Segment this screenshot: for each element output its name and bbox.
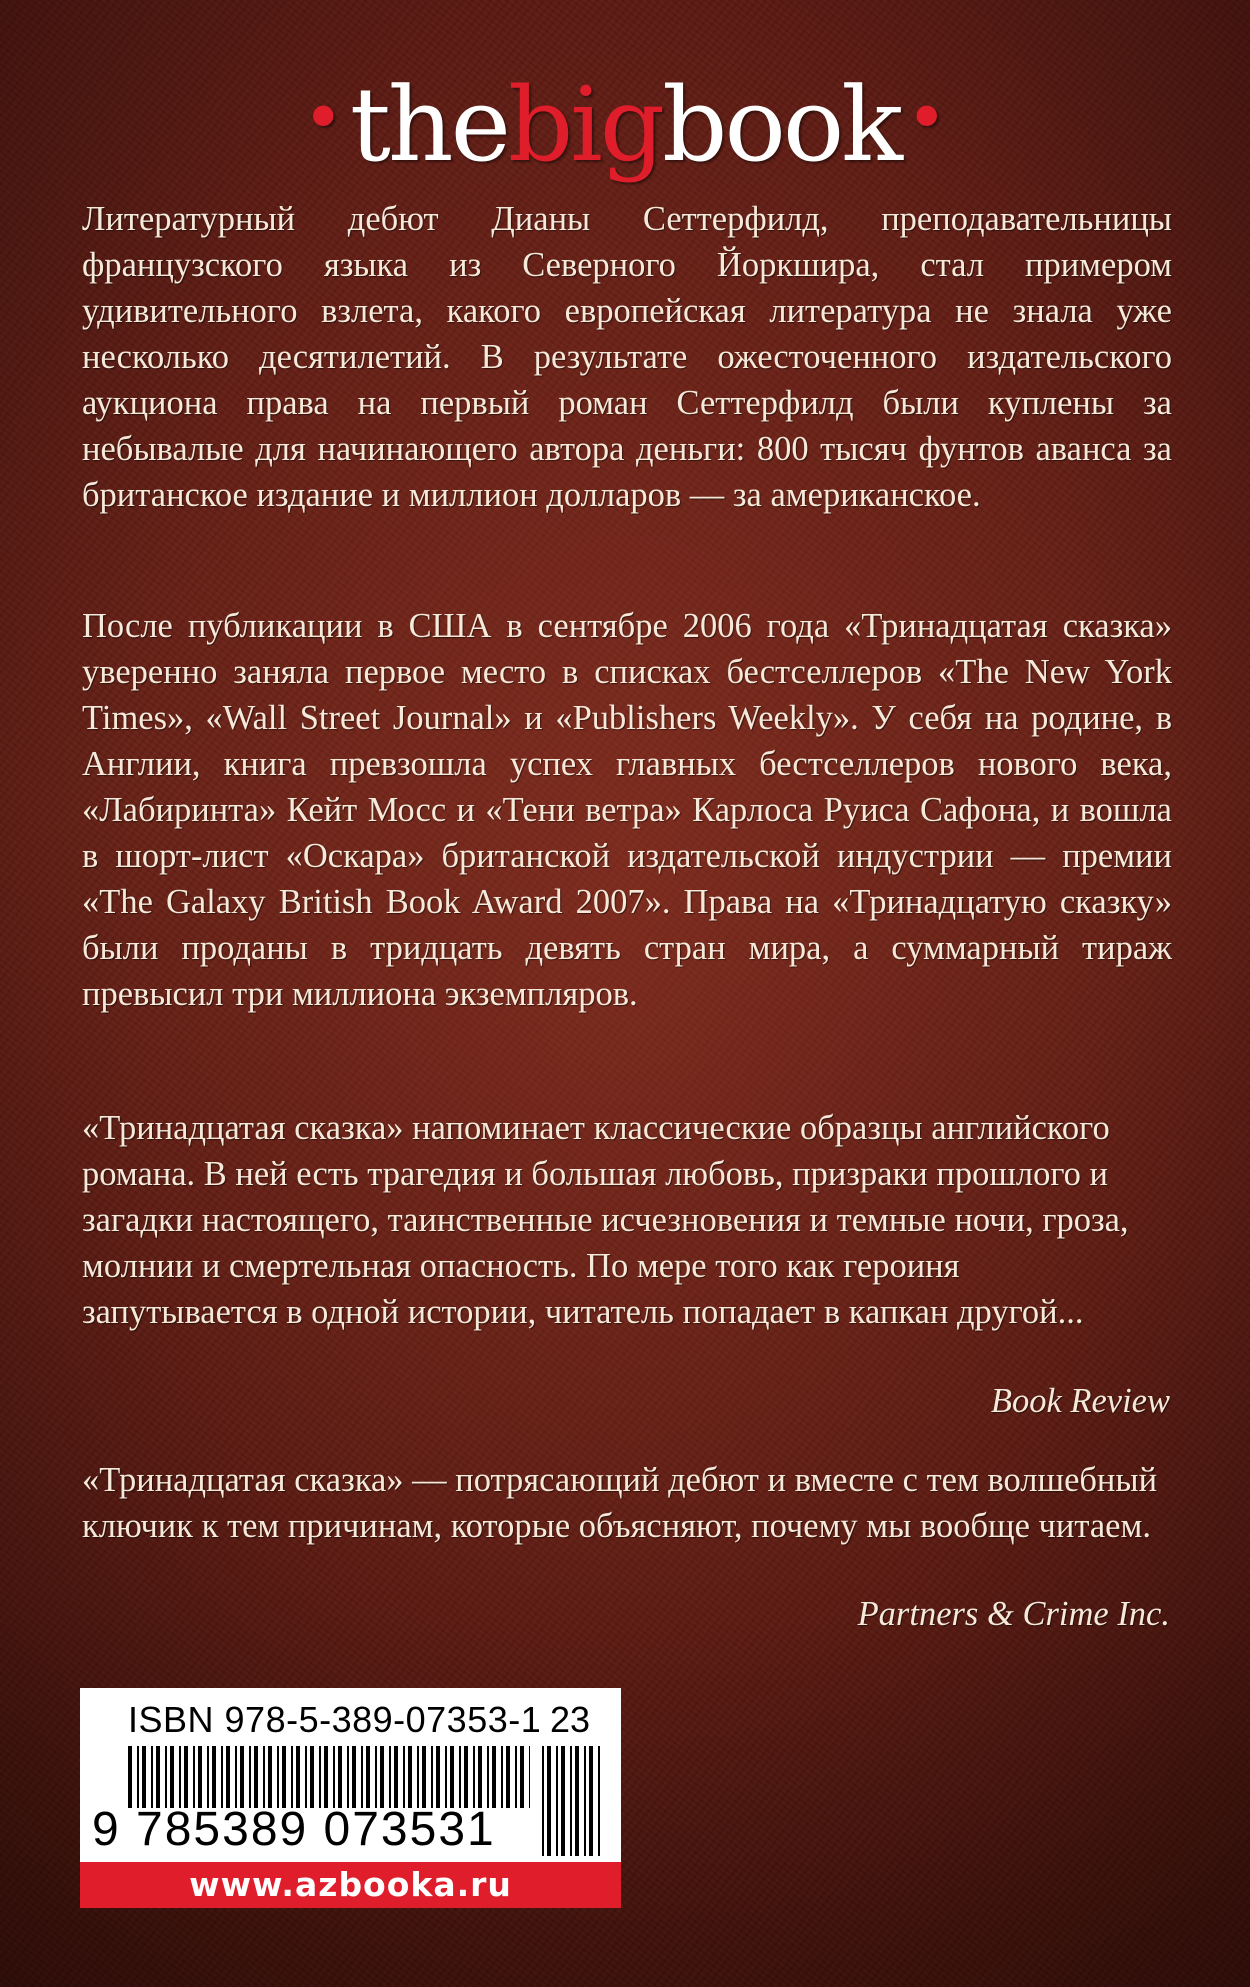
barcode-bar xyxy=(501,1746,503,1808)
barcode-bar xyxy=(361,1746,363,1808)
barcode-bar xyxy=(263,1746,265,1808)
barcode-bar xyxy=(403,1746,405,1808)
description-paragraph-1: Литературный дебют Дианы Сеттерфилд, преподавательницы французского языка из Северного Йоркшира, стал примером удивительного взлета, какого европейская литература не знала уже несколько десятилетий. В результате ожесточенного издательского аукциона права на первый роман Сеттерфилд были куплены за небывалые для начинающего автора деньги: 800 тысяч фунтов аванса за британское издание и миллион долларов — за американское. xyxy=(82,200,1172,514)
barcode-bar xyxy=(529,1746,530,1808)
isbn-barcode-block xyxy=(80,1688,621,1908)
barcode-bar xyxy=(179,1746,181,1808)
barcode-bar xyxy=(151,1746,153,1808)
barcode-bar xyxy=(450,1746,454,1808)
barcode-bar xyxy=(305,1746,307,1808)
isbn-label: ISBN 978-5-389-07353-1 xyxy=(128,1699,542,1740)
barcode-bar xyxy=(319,1746,321,1808)
barcode-bar xyxy=(506,1746,510,1808)
barcode-bar xyxy=(431,1746,433,1808)
barcode-bar xyxy=(212,1746,216,1808)
barcode-bar xyxy=(249,1746,251,1808)
logo-dot-left: • xyxy=(302,77,344,159)
barcode-bar xyxy=(492,1746,496,1808)
logo-book: book xyxy=(662,66,901,185)
publisher-website: www.azbooka.ru xyxy=(80,1862,621,1908)
barcode-bar xyxy=(142,1746,146,1808)
barcode-bar xyxy=(277,1746,279,1808)
barcode-bar xyxy=(366,1746,370,1808)
review-quote-2: «Тринадцатая сказка» — потрясающий дебют и вместе с тем волшебный ключик к тем причинам, которые объясняют, почему мы вообще читаем. xyxy=(82,1461,1158,1545)
barcode-bar xyxy=(394,1746,398,1808)
barcode-bar xyxy=(436,1746,440,1808)
barcode-bar xyxy=(478,1746,482,1808)
barcode-bar xyxy=(570,1746,572,1856)
barcode-bar xyxy=(193,1746,195,1808)
barcode-bar xyxy=(487,1746,489,1808)
barcode-bar xyxy=(547,1746,551,1856)
barcode-bar xyxy=(347,1746,349,1808)
barcode-bar xyxy=(464,1746,468,1808)
barcode-bar xyxy=(198,1746,202,1808)
barcode-bar xyxy=(235,1746,237,1808)
barcode-bar xyxy=(556,1746,558,1856)
barcode-bar xyxy=(459,1746,461,1808)
barcode-bar xyxy=(156,1746,160,1808)
barcode-bar xyxy=(515,1746,517,1808)
barcode-bar xyxy=(408,1746,412,1808)
barcode-bar xyxy=(137,1746,139,1808)
barcode-bar xyxy=(282,1746,286,1808)
barcode-bar xyxy=(165,1746,167,1808)
barcode-bar xyxy=(445,1746,447,1808)
barcode-bar xyxy=(422,1746,426,1808)
barcode-bar xyxy=(268,1746,272,1808)
barcode-bar xyxy=(240,1746,244,1808)
barcode-bar xyxy=(380,1746,384,1808)
barcode-bar xyxy=(561,1746,565,1856)
barcode-bar xyxy=(542,1746,544,1856)
review-source-1: Book Review xyxy=(990,1382,1170,1420)
barcode-bar xyxy=(584,1746,586,1856)
barcode-bar xyxy=(338,1746,342,1808)
publisher-series-logo xyxy=(0,58,1250,186)
barcode-bar xyxy=(184,1746,188,1808)
barcode-bar xyxy=(575,1746,579,1856)
barcode-bar xyxy=(352,1746,356,1808)
barcode-bar xyxy=(170,1746,174,1808)
barcode-addon-number: 23 xyxy=(550,1699,591,1740)
barcode-bar xyxy=(128,1746,132,1808)
barcode-bar xyxy=(296,1746,300,1808)
barcode-bar xyxy=(389,1746,391,1808)
barcode-bar xyxy=(598,1746,600,1856)
barcode-bar xyxy=(417,1746,419,1808)
review-source-2: Partners & Crime Inc. xyxy=(857,1595,1170,1633)
barcode-digits: 9 785389 073531 xyxy=(92,1803,496,1856)
barcode-bar xyxy=(310,1746,314,1808)
barcode-bar xyxy=(207,1746,209,1808)
barcode-bar xyxy=(589,1746,593,1856)
logo-big: big xyxy=(507,66,663,185)
barcode-bar xyxy=(291,1746,293,1808)
barcode-bar xyxy=(473,1746,475,1808)
barcode-bar xyxy=(254,1746,258,1808)
barcode-bar xyxy=(375,1746,377,1808)
barcode-bar xyxy=(520,1746,524,1808)
logo-dot-right: • xyxy=(906,77,948,159)
description-paragraph-2: После публикации в США в сентябре 2006 года «Тринадцатая сказка» уверенно заняла первое место в списках бестселлеров «The New York Times», «Wall Street Journal» и «Publishers Weekly». У себя на родине, в Англии, книга превзошла успех главных бестселлеров нового века, «Лабиринта» Кейт Мосс и «Тени ветра» Карлоса Руиса Сафона, и вошла в шорт-лист «Оскара» британской издательской индустрии — премии «The Galaxy British Book Award 2007». Права на «Тринадцатую сказку» были проданы в тридцать девять стран мира, а суммарный тираж превысил три миллиона экземпляров. xyxy=(82,607,1172,1013)
logo-the: the xyxy=(349,66,508,185)
barcode-bar xyxy=(324,1746,328,1808)
barcode-bar xyxy=(226,1746,230,1808)
barcode-bar xyxy=(221,1746,223,1808)
review-quote-1: «Тринадцатая сказка» напоминает классические образцы английского романа. В ней есть трагедия и большая любовь, призраки прошлого и загадки настоящего, таинственные исчезновения и темные ночи, гроза, молнии и смертельная опасность. По мере того как героиня запутывается в одной истории, читатель попадает в капкан другой... xyxy=(82,1109,1129,1331)
barcode-bar xyxy=(333,1746,335,1808)
